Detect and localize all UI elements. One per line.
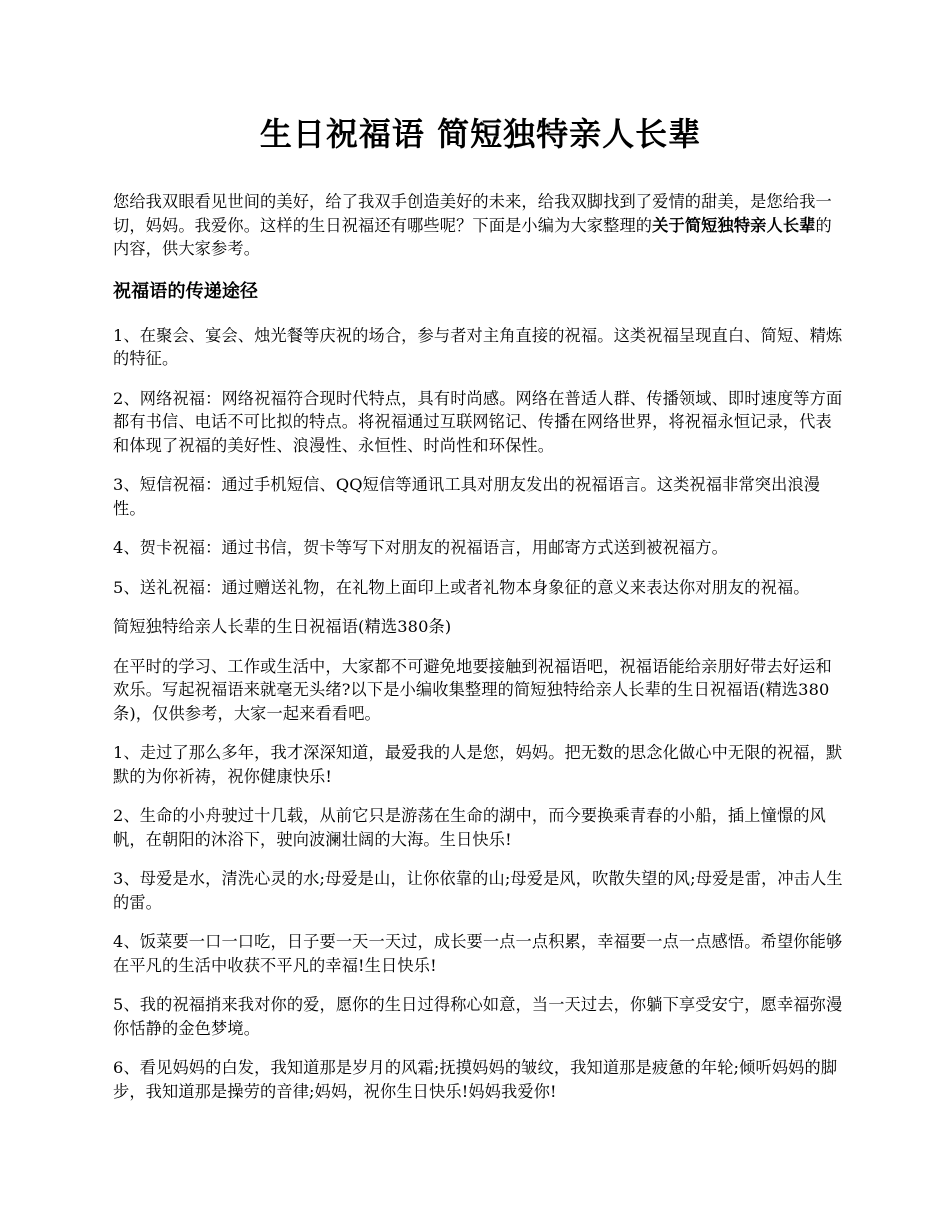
channel-item-5: 5、送礼祝福：通过赠送礼物，在礼物上面印上或者礼物本身象征的意义来表达你对朋友的祝福。 [113,577,810,597]
channel-item-1: 1、在聚会、宴会、烛光餐等庆祝的场合，参与者对主角直接的祝福。这类祝福呈现直白、简短、精炼的特征。 [113,325,843,368]
section-heading: 祝福语的传递途径 [113,280,259,302]
page-title: 生日祝福语 简短独特亲人长辈 [259,115,702,153]
document-page [113,108,848,1119]
wish-item-4: 4、饭菜要一口一口吃，日子要一天一天过，成长要一点一点积累，幸福要一点一点感悟。希望你能够在平凡的生活中收获不平凡的幸福!生日快乐! [113,932,843,975]
lead-paragraph: 在平时的学习、工作或生活中，大家都不可避免地要接触到祝福语吧，祝福语能给亲朋好带去好运和欢乐。写起祝福语来就毫无头绪?以下是小编收集整理的简短独特给亲人长辈的生日祝福语(精选380条)，仅供参考，大家一起来看看吧。 [113,656,832,723]
channel-item-2: 2、网络祝福：网络祝福符合现时代特点，具有时尚感。网络在普适人群、传播领域、即时速度等方面都有书信、电话不可比拟的特点。将祝福通过互联网铭记、传播在网络世界，将祝福永恒记录，代表和体现了祝福的美好性、浪漫性、永恒性、时尚性和环保性。 [113,388,843,455]
intro-bold-link-text: 关于简短独特亲人长辈 [652,215,816,235]
subheading: 简短独特给亲人长辈的生日祝福语(精选380条) [113,617,452,636]
wish-item-3: 3、母爱是水，清洗心灵的水;母爱是山，让你依靠的山;母爱是风，吹散失望的风;母爱是雷，冲击人生的雷。 [113,869,843,912]
intro-text-before: 您给我双眼看见世间的美好，给了我双手创造美好的未来，给我双脚找到了爱情的甜美，是您给我一切，妈妈。我爱你。这样的生日祝福还有哪些呢？下面是小编为大家整理的 [113,192,832,235]
channel-item-3: 3、短信祝福：通过手机短信、QQ短信等通讯工具对朋友发出的祝福语言。这类祝福非常突出浪漫性。 [113,475,821,518]
wish-item-2: 2、生命的小舟驶过十几载，从前它只是游荡在生命的湖中，而今要换乘青春的小船，插上憧憬的风帆，在朝阳的沐浴下，驶向波澜壮阔的大海。生日快乐! [113,806,826,849]
wish-item-6: 6、看见妈妈的白发，我知道那是岁月的风霜;抚摸妈妈的皱纹，我知道那是疲惫的年轮;倾听妈妈的脚步，我知道那是操劳的音律;妈妈，祝你生日快乐!妈妈我爱你! [113,1058,838,1101]
intro-paragraph [113,190,848,261]
wish-item-1: 1、走过了那么多年，我才深深知道，最爱我的人是您，妈妈。把无数的思念化做心中无限的祝福，默默的为你祈祷，祝你健康快乐! [113,743,843,786]
channel-item-4: 4、贺卡祝福：通过书信，贺卡等写下对朋友的祝福语言，用邮寄方式送到被祝福方。 [113,538,728,557]
intro-text-after: 的内容，供大家参考。 [113,215,832,258]
wish-item-5: 5、我的祝福捎来我对你的爱，愿你的生日过得称心如意，当一天过去，你躺下享受安宁，愿幸福弥漫你恬静的金色梦境。 [113,995,843,1038]
